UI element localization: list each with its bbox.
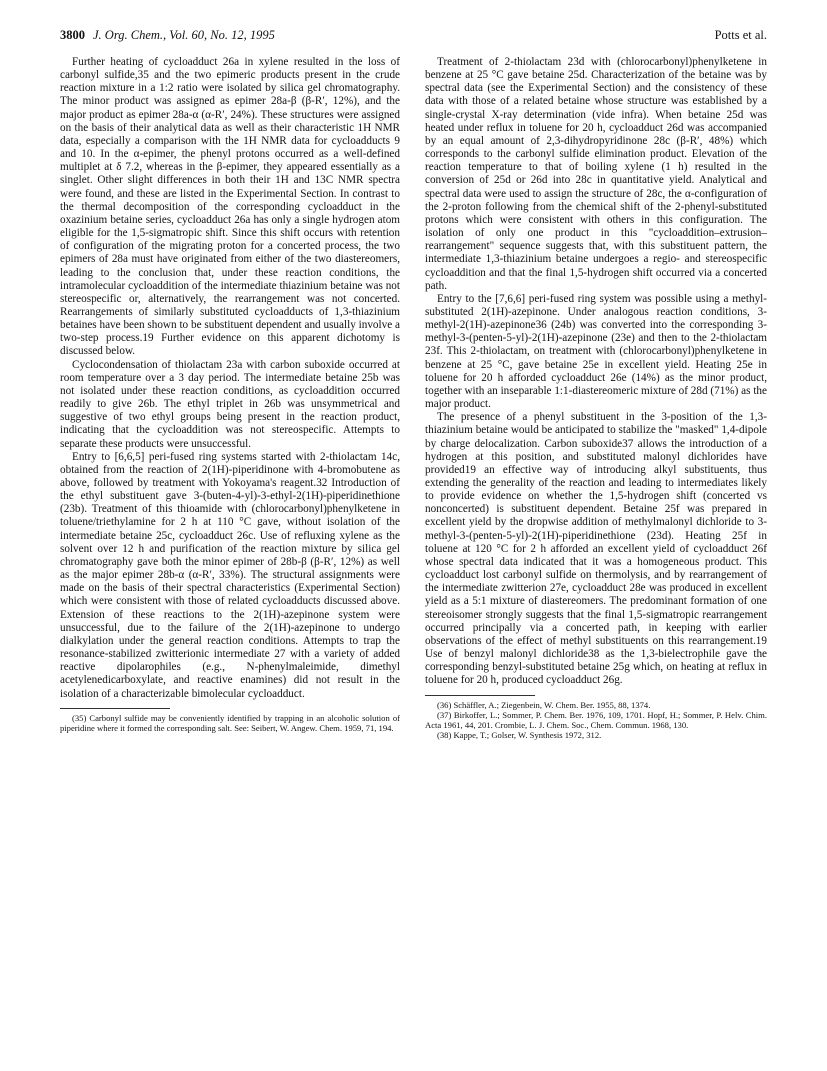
running-header <box>60 28 767 46</box>
footnote-36: (36) Schäffler, A.; Ziegenbein, W. Chem. Ber. 1955, 88, 1374. <box>437 699 651 710</box>
journal-citation: J. Org. Chem., Vol. 60, No. 12, 1995 <box>93 28 275 42</box>
paragraph-left-3: Entry to [6,6,5] peri-fused ring systems started with 2-thiolactam 14c, obtained from the reaction of 2(1H)-piperidinone with 4-bromobutene as above, followed by treatment with Yokoyama's reagent.32 Introduction of the ethyl substituent gave 3-(buten-4-yl)-3-ethyl-2(1H)-piperidinethione (23b). Treatment of this thioamide with (chlorocarbonyl)phenylketene in toluene/triethylamine for 2 h at 110 °C gave, without isolation of the intermediate betaine 25c, cycloadduct 26c. Use of refluxing xylene as the solvent over 12 h and purification of the reaction mixture by silica gel chromatography gave both the minor epimer of 28b-β (β-R′, 12%) as well as the major epimer 28b-α (α-R′, 33%). The structural assignments were made on the basis of their spectral characteristics (Experimental Section) which were consistent with those of related cycloadducts discussed above. Extension of these reactions to the 2(1H)-azepinone system were unsuccessful, due to the failure of the 2(1H)-azepinone to undergo dialkylation under the general reaction conditions. Attempts to trap the resonance-stabilized zwitterionic intermediate 27 with a variety of added reactive dipolarophiles (e.g., N-phenylmaleimide, dimethyl acetylenedicarboxylate, and reactive enamines) did not result in the isolation of a characterizable bimolecular cycloadduct. <box>60 450 400 700</box>
footnote-37: (37) Birkoffer, L.; Sommer, P. Chem. Ber. 1976, 109, 1701. Hopf, H.; Sommer, P. Helv. Chim. Acta 1961, 44, 201. Crombie, L. J. Chem. Soc., Chem. Commun. 1968, 130. <box>425 709 767 730</box>
paragraph-right-1: Treatment of 2-thiolactam 23d with (chlorocarbonyl)phenylketene in benzene at 25 °C gave betaine 25d. Characterization of the betaine was by spectral data (see the Experimental Section) and the consistency of these data with those of a related betaine whose structure was established by a single-crystal X-ray determination (vide infra). When betaine 25d was heated under reflux in toluene for 20 h, cycloadduct 26d was accompanied by an equal amount of 2,3-dihydropyridinone 28c (β-R′, 48%) which corresponds to the carbonyl sulfide elimination product. Elevation of the reaction temperature to that of boiling xylene (1 h) resulted in the conversion of 25d or 26d into 28c in quantitative yield. Analytical and spectral data were used to assign the structure of 28c, the α-configuration of the 2-proton following from the chemical shift of the 2-phenyl-substituted protons which were consistent with others in this configuration. The isolation of only one product in this "cycloaddition–extrusion–rearrangement" sequence suggests that, with this substituent pattern, the intermediate 1,3-thiazinium betaine undergoes a regio- and stereospecific cycloaddition and that the final 1,5-hydrogen shift occurred via a concerted path. <box>425 56 767 292</box>
paragraph-left-1: Further heating of cycloadduct 26a in xylene resulted in the loss of carbonyl sulfide,35 and the two epimeric products present in the crude reaction mixture in a 1:2 ratio were isolated by silica gel chromatography. The minor product was assigned as epimer 28a-β (β-R′, 12%), and the major product as epimer 28a-α (α-R′, 24%). These structures were assigned on the basis of their analytical data as well as their characteristic 1H NMR data, especially a comparison with the 1H NMR data for cycloadducts 9 and 10. In the α-epimer, the phenyl protons occurred as a well-defined multiplet at δ 7.2, whereas in the β-epimer, they appeared essentially as a singlet. Other slight differences in both their 1H and 13C NMR spectra were found, and these are listed in the Experimental Section. In contrast to the thermal decomposition of the corresponding cycloadduct in the oxazinium betaine series, cycloadduct 26a has only a single hydrogen atom eligible for the 1,5-sigmatropic shift. Since this shift occurs with retention of configuration of the migrating proton for a concerted process, the two epimers of 28a must have originated from either of the two diastereomers, leading to the conclusion that, under these reaction conditions, the intramolecular cycloaddition of the intermediate thiazinium betaine was not stereospecific or, alternatively, the rearrangement was not concerted. Rearrangements of similarly substituted cycloadducts of 1,3-thiazinium betaines have been shown to be substituent dependent and usually involve a two-step process.19 Further evidence on this apparent dichotomy is discussed below. <box>60 56 400 358</box>
footnote-divider <box>425 695 535 696</box>
paragraph-left-2: Cyclocondensation of thiolactam 23a with carbon suboxide occurred at room temperature over a 3 day period. The intermediate betaine 25b was not isolated under these reaction conditions, as cycloaddition occurred readily to give 26b. The ethyl triplet in 26b was unsymmetrical and suggestive of two ethyl groups being present in the reaction product, indicating that the cycloaddition was not stereospecific. Attempts to separate these products were unsuccessful. <box>60 358 400 450</box>
paragraph-right-3: The presence of a phenyl substituent in the 3-position of the 1,3-thiazinium betaine would be anticipated to stabilize the "masked" 1,4-dipole by charge delocalization. Carbon suboxide37 allows the introduction of a hydrogen at this position, and substituted malonyl dichlorides have provided19 an effective way of introducing alkyl substituents, thus extending the generality of the reaction and leading to intermediates likely to provide evidence on whether the 1,5-hydrogen shift (concerted vs nonconcerted) is substituent dependent. Betaine 25f was prepared in excellent yield by the dropwise addition of methylmalonyl dichloride to 3-methyl-3-(penten-5-yl)-2(1H)-piperidinethione (23d). Heating 25f in toluene at 120 °C for 2 h afforded an excellent yield of cycloadduct 26f whose spectral data indicated that it was a homogeneous product. This cycloadduct lost carbonyl sulfide on thermolysis, and by rearrangement of the intermediate zwitterion 27e, cycloadduct 28e was produced in excellent yield as a 5:1 mixture of diastereomers. The predominant formation of one stereoisomer strongly suggests that the final 1,5-sigmatropic rearrangement occurred principally via a concerted path, in keeping with earlier observations of the effect of methyl substituents on this rearrangement.19 Use of benzyl malonyl dichloride38 as the 1,3-bielectrophile gave the corresponding benzyl-substituted betaine 25g which, on heating at reflux in toluene for 20 h, produced cycloadduct 26g. <box>425 411 767 687</box>
left-column <box>60 56 400 733</box>
footnote-divider <box>60 708 170 709</box>
right-column <box>425 56 767 740</box>
header-authors: Potts et al. <box>714 28 767 42</box>
footnote-38: (38) Kappe, T.; Golser, W. Synthesis 1972, 312. <box>437 729 602 740</box>
header-left <box>60 28 275 43</box>
paragraph-right-2: Entry to the [7,6,6] peri-fused ring system was possible using a methyl-substituted 2(1H)-azepinone. Under analogous reaction conditions, 3-methyl-2(1H)-azepinone36 (24b) was converted into the corresponding 3-methyl-3-(penten-5-yl)-2(1H)-azepinone (23e) and then to the 2-thiolactam 23f. This 2-thiolactam, on treatment with (chlorocarbonyl)phenylketene in benzene at 25 °C, gave betaine 25e in excellent yield. Heating 25e in toluene for 20 h afforded cycloadduct 26e (14%) as the minor product, together with an inseparable 1:1-diastereomeric mixture of 28d (71%) as the major product. <box>425 292 767 411</box>
page-number: 3800 <box>60 28 85 42</box>
footnote-35: (35) Carbonyl sulfide may be conveniently identified by trapping in an alcoholic solution of piperidine where it formed the corresponding salt. See: Seibert, W. Angew. Chem. 1959, 71, 194. <box>60 712 400 733</box>
